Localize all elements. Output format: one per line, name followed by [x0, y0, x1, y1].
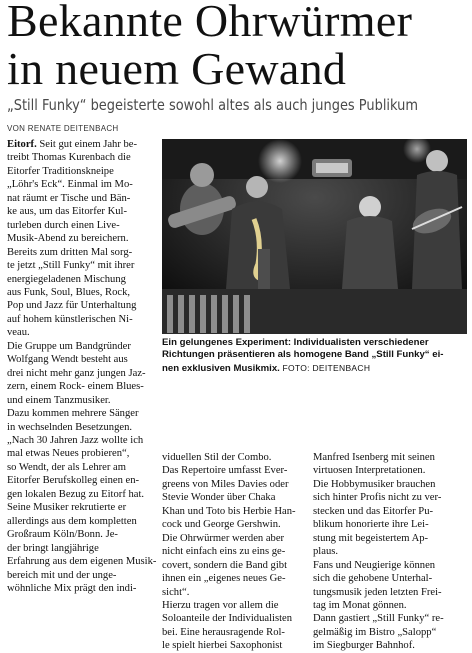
col1-line: Seine Musiker rekrutierte er	[7, 502, 127, 514]
band-photo-image	[162, 139, 467, 334]
col1-line: der bringt langjährige	[7, 542, 99, 554]
col2-line: Khan und Toto bis Herbie Han-	[162, 505, 296, 517]
author-byline: VON RENATE DEITENBACH	[7, 124, 119, 133]
col2-line: Die Ohrwürmer werden aber	[162, 532, 285, 544]
col2-line: viduellen Stil der Combo.	[162, 452, 272, 463]
col2-line: Soloanteile der Individualisten	[162, 613, 293, 625]
col3-line: blikum honorierte ihre Lei-	[313, 519, 429, 531]
col1-line: Großraum Köln/Bonn. Je-	[7, 529, 118, 541]
col1-line: veau.	[7, 327, 30, 339]
col1-line: Erfahrung aus dem eigenen Musik-	[7, 556, 157, 568]
col1-line: Musik-Abend zu bereichern.	[7, 233, 129, 245]
col2-line: covert, sondern die Band gibt	[162, 559, 288, 571]
col1-line: Die Gruppe um Bandgründer	[7, 340, 131, 352]
col3-line: Die Hobbymusiker brauchen	[313, 478, 436, 490]
col3-line: Manfred Isenberg mit seinen	[313, 452, 435, 463]
col1-line: und einem Tanzmusiker.	[7, 394, 111, 406]
col1-line: „Löhr's Eck“. Einmal im Mo-	[7, 179, 133, 191]
column-3-text	[313, 451, 465, 653]
col1-line: Wolfgang Wendt besteht aus	[7, 354, 128, 366]
col1-line: zern, einem Rock- einem Blues-	[7, 381, 144, 393]
col3-line: Dann gastiert „Still Funky“ re-	[313, 613, 444, 625]
article-column-2	[162, 451, 306, 653]
col2-line: nicht einfach eins zu eins ge-	[162, 546, 286, 558]
col3-line: sich die gehobene Unterhal-	[313, 573, 433, 585]
col1-line: Eitorfer Berufskolleg einen en-	[7, 475, 140, 487]
headline-line-2: in neuem Gewand	[7, 43, 347, 94]
col1-line: energiegeladenen Mischung	[7, 273, 126, 285]
col1-line: bereich mit und der unge-	[7, 569, 117, 581]
photo-caption	[162, 337, 467, 375]
col3-line: virtuosen Interpretationen.	[313, 465, 426, 477]
column-2-text	[162, 451, 306, 653]
article-column-1	[7, 138, 157, 595]
col1-line: Eitorf. Seit gut einem Jahr be-	[7, 139, 138, 150]
article-column-3	[313, 451, 465, 653]
col3-line: Fans und Neugierige können	[313, 559, 436, 571]
subheadline: „Still Funky“ begeisterte sowohl altes als auch junges Publikum	[7, 96, 418, 114]
col1-line: auf hohem künstlerischen Ni-	[7, 313, 133, 325]
caption-line-1: Ein gelungenes Experiment: Individualisten verschiedener	[162, 337, 429, 348]
col3-line: stecken und das Eitorfer Pu-	[313, 505, 434, 517]
col3-line: tungsmusik jeden letzten Frei-	[313, 586, 442, 598]
col1-line: ke aus, um das Eitorfer Kul-	[7, 206, 128, 218]
photo-credit: FOTO: DEITENBACH	[282, 362, 371, 373]
col1-line: mal etwas Neues probieren“,	[7, 448, 130, 460]
col2-line: Das Repertoire umfasst Ever-	[162, 465, 288, 477]
col2-line: cock und George Gershwin.	[162, 519, 281, 531]
col3-line: plaus.	[313, 546, 339, 558]
col1-line: drei nicht mehr ganz jungen Jaz-	[7, 367, 146, 379]
col2-line: sicht“.	[162, 586, 190, 598]
col1-line: aus Funk, Soul, Blues, Rock,	[7, 286, 131, 298]
col1-line: nat räumt er Tische und Bän-	[7, 192, 131, 204]
col1-line: allerdings aus dem kompletten	[7, 515, 137, 527]
col2-line: Hierzu tragen vor allem die	[162, 599, 279, 611]
col3-line: gelmäßig im Bistro „Salopp“	[313, 626, 437, 638]
col2-line: le spielt hierbei Saxophonist	[162, 640, 283, 652]
col2-line: ihnen ein „eigenes neues Ge-	[162, 573, 286, 585]
col1-line: Pop und Jazz für Unterhaltung	[7, 300, 137, 312]
headline-line-1: Bekannte Ohrwürmer	[7, 0, 413, 46]
column-1-text	[7, 138, 157, 595]
band-photo	[162, 139, 467, 334]
col1-line: „Nach 30 Jahren Jazz wollte ich	[7, 434, 144, 446]
col1-line: Bereits zum dritten Mal sorg-	[7, 246, 133, 258]
caption-line-2: Richtungen präsentieren als homogene Band „Still Funky“ ei-	[162, 349, 444, 361]
col3-line: im Siegburger Bahnhof.	[313, 640, 415, 652]
col2-line: Stevie Wonder über Chaka	[162, 492, 276, 504]
col1-line: Dazu kommen mehrere Sänger	[7, 408, 139, 420]
col1-line: wöhnliche Mix prägt den indi-	[7, 582, 137, 594]
col1-line: so Wendt, der als Lehrer am	[7, 461, 126, 473]
caption-line-3: nen exklusiven Musikmix.	[162, 362, 280, 374]
col2-line: bei. Eine herausragende Rol-	[162, 626, 285, 638]
col1-line: gen lokalen Bezug zu Eitorf hat.	[7, 488, 145, 500]
col1-line: treibt Thomas Kurenbach die	[7, 152, 131, 164]
headline	[7, 0, 467, 93]
col1-line: te jetzt „Still Funky“ mit ihrer	[7, 260, 135, 272]
caption-line-3-wrap	[162, 362, 467, 375]
col3-line: sich hinter Profis nicht zu ver-	[313, 492, 442, 504]
col1-line: Eitorfer Traditionskneipe	[7, 165, 114, 177]
col3-line: stung mit begeistertem Ap-	[313, 532, 429, 544]
col2-line: greens von Miles Davies oder	[162, 478, 289, 490]
col3-line: tag im Monat gönnen.	[313, 599, 407, 611]
col1-line: in wechselnden Besetzungen.	[7, 421, 133, 433]
col1-line: turleben durch einen Live-	[7, 219, 120, 231]
dateline: Eitorf.	[7, 139, 37, 150]
